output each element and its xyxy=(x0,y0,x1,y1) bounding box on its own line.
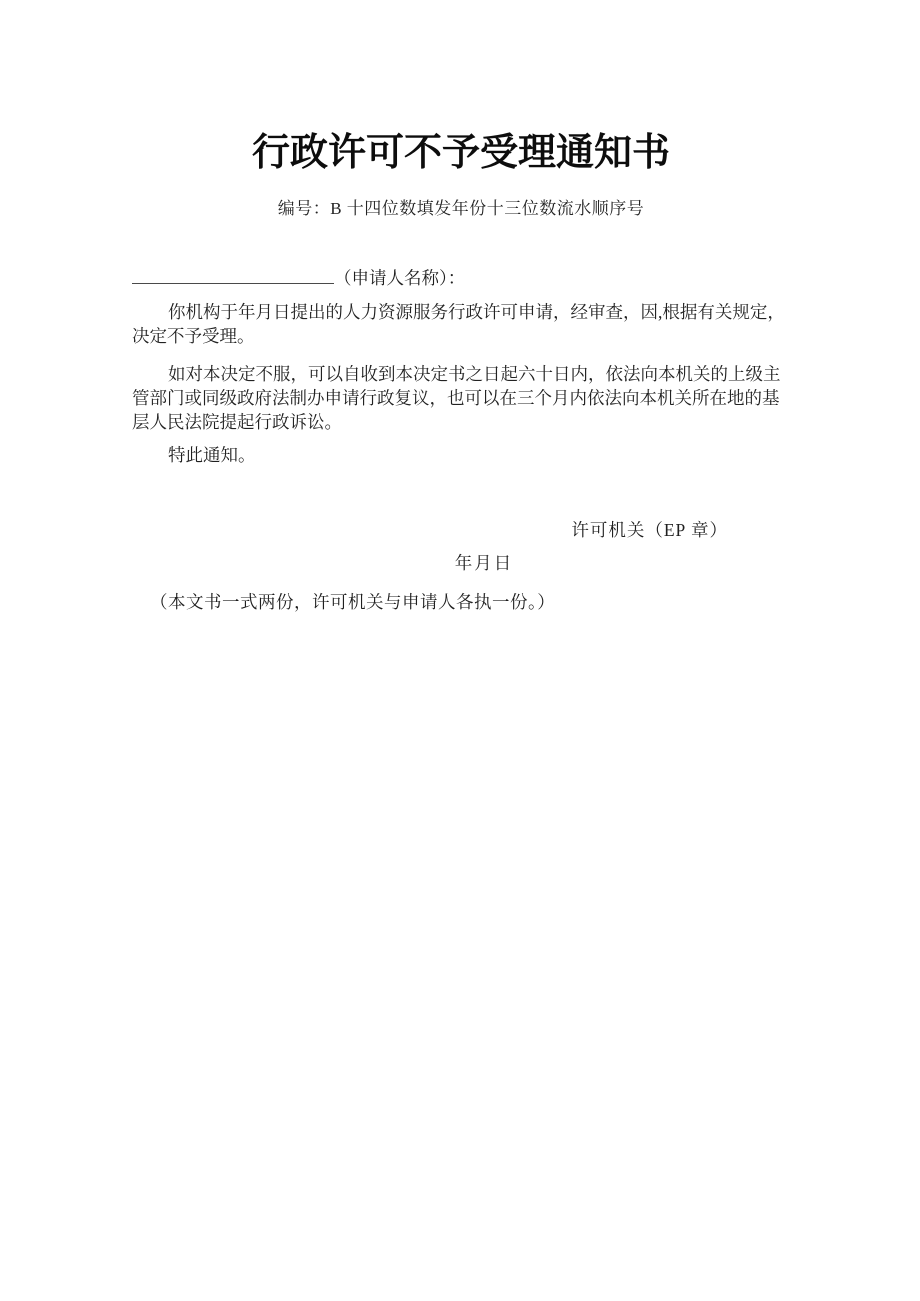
paragraph-decision xyxy=(132,300,790,348)
paragraph-decision-line-2: 决定不予受理。 xyxy=(132,326,255,346)
paragraph-appeal-line-2: 管部门或同级政府法制办申请行政复议，也可以在三个月内依法向本机关所在地的基 xyxy=(132,388,780,408)
document-content xyxy=(0,0,920,614)
applicant-name-line xyxy=(132,265,790,291)
paragraph-appeal-rights xyxy=(132,362,790,434)
copies-footnote: （本文书一式两份，许可机关与申请人各执一份。） xyxy=(150,592,556,612)
signature-date-line: 年月日 xyxy=(454,553,514,573)
paragraph-appeal-line-3: 层人民法院提起行政诉讼。 xyxy=(132,412,342,432)
paragraph-decision-line-1: 你机构于年月日提出的人力资源服务行政许可申请，经审查，因,根据有关规定， xyxy=(168,302,785,322)
closing-notice-line: 特此通知。 xyxy=(168,445,256,465)
serial-number-line: 编号：B 十四位数填发年份十三位数流水顺序号 xyxy=(277,199,645,218)
applicant-name-blank xyxy=(132,265,334,284)
issuer-seal-line: 许可机关（EP 章） xyxy=(571,520,728,540)
paragraph-appeal-line-1: 如对本决定不服，可以自收到本决定书之日起六十日内，依法向本机关的上级主 xyxy=(168,364,781,384)
document-title: 行政许可不予受理通知书 xyxy=(251,132,670,174)
applicant-name-label: （申请人名称）： xyxy=(334,268,466,288)
